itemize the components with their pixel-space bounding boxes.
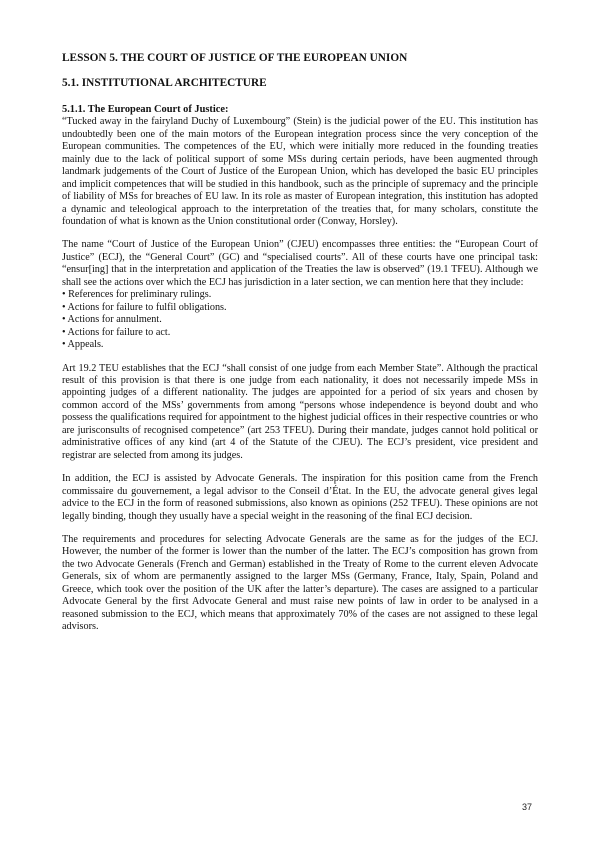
section-title: 5.1. INSTITUTIONAL ARCHITECTURE [62, 77, 267, 90]
paragraph: “Tucked away in the fairyland Duchy of Luxembourg” (Stein) is the judicial power of the EU. This institution has undoubtedly been one of the main motors of the European integration process since the very conception of the European communities. The competences of the EU, which were initially more reduced in the founding treaties mainly due to the lack of political support of some MSs during certain periods, have been augmented through landmark judgements of the Court of Justice of the European Union, which has developed the basic EU principles and implicit competences that will be studied in this handbook, such as the principle of supremacy and the principle of liability of MSs for breaches of EU law. In its role as master of European integration, this institution has adopted a dynamic and teleological approach to the interpretation of the treaties that, for many scholars, constitute the foundation of what is known as the Union constitutional order (Conway, Horsley). [62, 116, 538, 227]
actions-list [62, 289, 538, 351]
paragraph: The requirements and procedures for selecting Advocate Generals are the same as for the judges of the ECJ. However, the number of the former is lower than the number of the latter. The ECJ’s composition has grown from the two Advocate Generals (French and German) established in the Treaty of Rome to the current eleven Advocate Generals, six of whom are permanently assigned to the larger MSs (Germany, France, Italy, Spain, Poland and Greece, which took over the position of the UK after the latter’s departure). The cases are assigned to a particular Advocate General by the first Advocate General and must raise new points of law in order to be analysed in a reasoned submission to the ECJ, which means that approximately 70% of the cases are not assigned to these legal advisors. [62, 533, 538, 633]
subsection-title: 5.1.1. The European Court of Justice: [62, 103, 229, 115]
list-item: • Appeals. [62, 339, 104, 351]
list-item: • Actions for failure to act. [62, 326, 171, 338]
paragraph: In addition, the ECJ is assisted by Advocate Generals. The inspiration for this position came from the French commissaire du gouvernement, a legal advisor to the Conseil d’État. In the EU, the advocate general gives legal advice to the ECJ in the form of reasoned submissions, also known as opinions (252 TFEU). These opinions are not legally binding, though they usually have a special weight in the reasoning of the final ECJ decision. [62, 473, 538, 522]
paragraph: The name “Court of Justice of the European Union” (CJEU) encompasses three entities: the “European Court of Justice” (ECJ), the “General Court” (GC) and “specialised courts”. All of these courts have one principal task: “ensur[ing] that in the interpretation and application of the Treaties the law is observed” (19.1 TFEU). Although we shall see the actions over which the ECJ has jurisdiction in a later section, we can mention here that they include: [62, 239, 538, 288]
page-content [62, 52, 538, 645]
page-number: 37 [522, 802, 533, 812]
paragraph: Art 19.2 TEU establishes that the ECJ “shall consist of one judge from each Member State”. Although the practical result of this provision is that there is one judge from each nationality, it does not necessarily impede MSs in appointing judges of a different nationality. The judges are appointed for a period of six years and chosen by common accord of the MSs’ governments from among “persons whose independence is beyond doubt and who possess the qualifications required for appointment to the highest judicial offices in their respective countries or who are jurisconsults of recognised competence” (art 253 TFEU). During their mandate, judges cannot hold political or administrative offices of any kind (art 4 of the Statute of the CJEU). The ECJ’s president, vice president and registrar are selected from among its judges. [62, 362, 538, 461]
list-item: • Actions for failure to fulfil obligations. [62, 301, 227, 313]
list-item: • References for preliminary rulings. [62, 289, 212, 301]
list-item: • Actions for annulment. [62, 314, 162, 326]
lesson-title: LESSON 5. THE COURT OF JUSTICE OF THE EUROPEAN UNION [62, 52, 408, 64]
